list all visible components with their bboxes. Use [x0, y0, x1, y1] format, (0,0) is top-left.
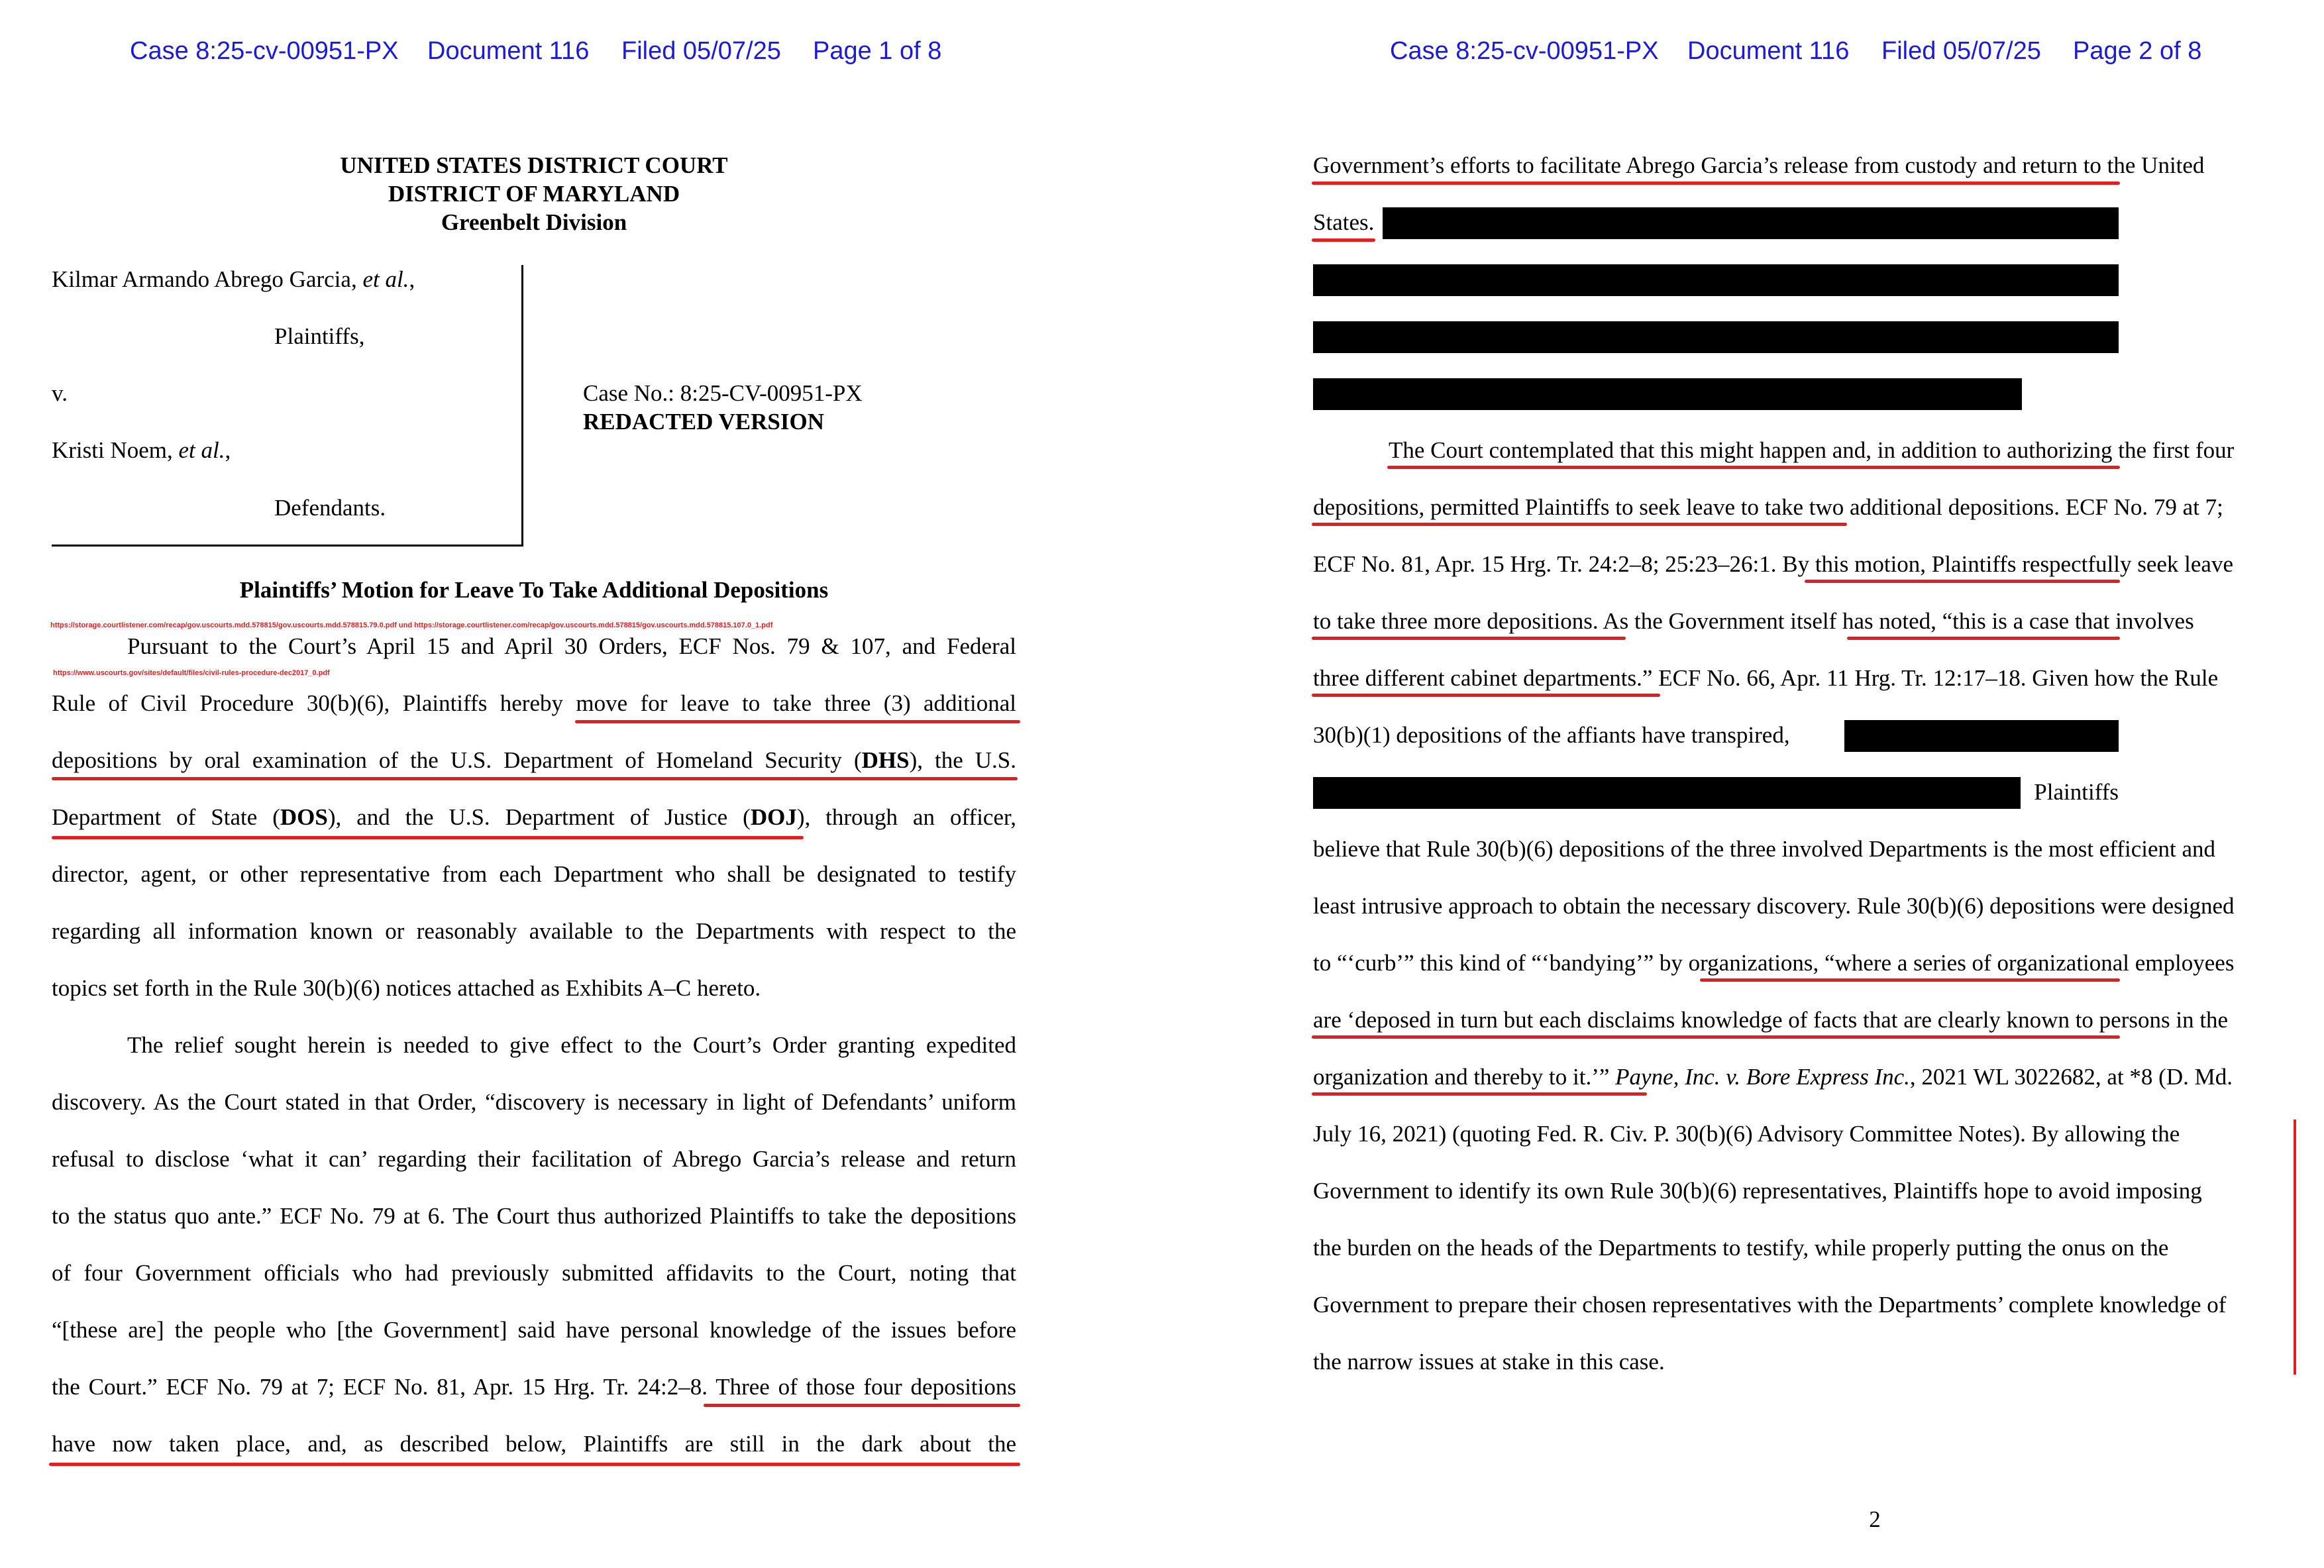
defendants-label: Defendants.	[274, 495, 386, 521]
body-line: believe that Rule 30(b)(6) depositions of the three involved Departments is the most efficient and	[1313, 836, 2216, 862]
ecf-document-number: Document 116	[1687, 37, 1850, 65]
body-line: are ‘deposed in turn but each disclaims knowledge of facts that are clearly known to persons in the	[1313, 1007, 2229, 1033]
annotation-underline	[1312, 182, 2120, 185]
defendant-party: Kristi Noem, et al.,	[52, 437, 231, 463]
annotation-underline	[1312, 637, 1626, 640]
body-line: the Court.” ECF No. 79 at 7; ECF No. 81, Apr. 15 Hrg. Tr. 24:2–8. Three of those four depositions	[52, 1374, 1016, 1400]
body-line: the burden on the heads of the Departments to testify, while properly putting the onus on the	[1313, 1235, 2169, 1261]
annotation-url-1[interactable]: https://storage.courtlistener.com/recap/gov.uscourts.mdd.578815/gov.uscourts.mdd.578815.79.0.pdf und https://storage.courtlistener.com/recap/gov.uscourts.mdd.578815/gov.uscourts.mdd.578815.107.0_1.pdf	[50, 621, 773, 629]
body-line: Rule of Civil Procedure 30(b)(6), Plaintiffs hereby move for leave to take three (3) additional	[52, 690, 1016, 716]
annotation-underline	[1312, 694, 1660, 697]
ecf-case-number: Case 8:25-cv-00951-PX	[130, 37, 399, 65]
body-line: organization and thereby to it.’” Payne, Inc. v. Bore Express Inc., 2021 WL 3022682, at *8 (D. Md.	[1313, 1064, 2233, 1090]
court-district: DISTRICT OF MARYLAND	[388, 181, 680, 207]
body-line: refusal to disclose ‘what it can’ regarding their facilitation of Abrego Garcia’s release and return	[52, 1146, 1016, 1172]
redacted-version-label: REDACTED VERSION	[583, 409, 825, 435]
body-line: topics set forth in the Rule 30(b)(6) notices attached as Exhibits A–C hereto.	[52, 975, 761, 1001]
annotation-margin-bar	[2294, 1120, 2296, 1375]
ecf-case-number: Case 8:25-cv-00951-PX	[1390, 37, 1659, 65]
document-page-2	[1162, 0, 2324, 1568]
annotation-underline	[1805, 580, 2120, 583]
annotation-underline	[1312, 1035, 2120, 1039]
annotation-underline	[52, 777, 1018, 780]
redaction-block	[1313, 378, 2022, 410]
annotation-underline	[1387, 466, 2120, 469]
body-line: States.	[1313, 209, 1375, 235]
body-line: of four Government officials who had previously submitted affidavits to the Court, noting that	[52, 1260, 1016, 1286]
case-number: Case No.: 8:25-CV-00951-PX	[583, 380, 863, 406]
annotation-underline	[1700, 978, 2120, 982]
plaintiff-party: Kilmar Armando Abrego Garcia, et al.,	[52, 266, 415, 292]
redaction-block	[1313, 777, 2021, 809]
body-line: to “‘curb’” this kind of “‘bandying’” by organizations, “where a series of organizational employees	[1313, 950, 2235, 976]
page-number: 2	[1869, 1506, 1881, 1532]
annotation-underline	[1312, 1092, 1647, 1096]
ecf-document-number: Document 116	[427, 37, 590, 65]
body-line: to take three more depositions. As the Government itself has noted, “this is a case that involves	[1313, 608, 2194, 634]
body-line: The relief sought herein is needed to give effect to the Court’s Order granting expedited	[127, 1032, 1016, 1058]
annotation-underline	[704, 1404, 1020, 1407]
redaction-block	[1313, 264, 2119, 296]
ecf-filed-date: Filed 05/07/25	[1881, 37, 2041, 65]
body-line: The Court contemplated that this might happen and, in addition to authorizing the first four	[1389, 437, 2235, 463]
caption-divider-horizontal	[52, 545, 523, 547]
redaction-block	[1383, 207, 2119, 239]
annotation-url-2[interactable]: https://www.uscourts.gov/sites/default/files/civil-rules-procedure-dec2017_0.pdf	[53, 669, 330, 677]
body-line: Government to identify its own Rule 30(b)(6) representatives, Plaintiffs hope to avoid imposing	[1313, 1178, 2202, 1204]
body-line: depositions, permitted Plaintiffs to seek leave to take two additional depositions. ECF No. 79 at 7;	[1313, 494, 2223, 520]
body-line: the narrow issues at stake in this case.	[1313, 1349, 1665, 1375]
body-line: Government to prepare their chosen representatives with the Departments’ complete knowledge of	[1313, 1292, 2227, 1318]
annotation-underline	[1312, 238, 1375, 242]
body-line: “[these are] the people who [the Government] said have personal knowledge of the issues before	[52, 1317, 1016, 1343]
body-line: have now taken place, and, as described below, Plaintiffs are still in the dark about the	[52, 1431, 1016, 1457]
annotation-underline	[1312, 523, 1847, 526]
body-line: ECF No. 81, Apr. 15 Hrg. Tr. 24:2–8; 25:23–26:1. By this motion, Plaintiffs respectfully seek leave	[1313, 551, 2233, 577]
annotation-underline	[52, 836, 804, 839]
versus-label: v.	[52, 380, 68, 406]
caption-divider-vertical	[521, 265, 523, 547]
body-line: depositions by oral examination of the U.S. Department of Homeland Security (DHS), the U.S.	[52, 747, 1017, 773]
body-line: discovery. As the Court stated in that Order, “discovery is necessary in light of Defendants’ uniform	[52, 1089, 1016, 1115]
body-line: to the status quo ante.” ECF No. 79 at 6. The Court thus authorized Plaintiffs to take the depositions	[52, 1203, 1016, 1229]
motion-title: Plaintiffs’ Motion for Leave To Take Additional Depositions	[239, 577, 829, 603]
body-line: three different cabinet departments.” ECF No. 66, Apr. 11 Hrg. Tr. 12:17–18. Given how the Rule	[1313, 665, 2219, 691]
ecf-page-count: Page 1 of 8	[813, 37, 942, 65]
redaction-block	[1313, 321, 2119, 353]
ecf-page-count: Page 2 of 8	[2073, 37, 2202, 65]
court-division: Greenbelt Division	[441, 209, 627, 235]
body-line: director, agent, or other representative from each Department who shall be designated to testify	[52, 861, 1016, 887]
annotation-underline	[1847, 637, 2120, 640]
plaintiffs-label: Plaintiffs,	[274, 323, 365, 349]
body-line: regarding all information known or reasonably available to the Departments with respect to the	[52, 918, 1016, 944]
body-line: least intrusive approach to obtain the necessary discovery. Rule 30(b)(6) depositions were designed	[1313, 893, 2235, 919]
body-line: Department of State (DOS), and the U.S. Department of Justice (DOJ), through an officer,	[52, 804, 1016, 830]
body-line: Government’s efforts to facilitate Abrego Garcia’s release from custody and return to the United	[1313, 152, 2205, 178]
annotation-underline	[49, 1463, 1020, 1466]
redaction-block	[1844, 720, 2119, 752]
annotation-underline	[575, 720, 1020, 723]
body-line: Plaintiffs	[2034, 779, 2119, 805]
body-line: 30(b)(1) depositions of the affiants have transpired,	[1313, 722, 1790, 748]
body-line: Pursuant to the Court’s April 15 and April 30 Orders, ECF Nos. 79 & 107, and Federal	[127, 633, 1016, 659]
ecf-filed-date: Filed 05/07/25	[621, 37, 781, 65]
court-name: UNITED STATES DISTRICT COURT	[340, 152, 728, 178]
body-line: July 16, 2021) (quoting Fed. R. Civ. P. 30(b)(6) Advisory Committee Notes). By allowing the	[1313, 1121, 2180, 1147]
